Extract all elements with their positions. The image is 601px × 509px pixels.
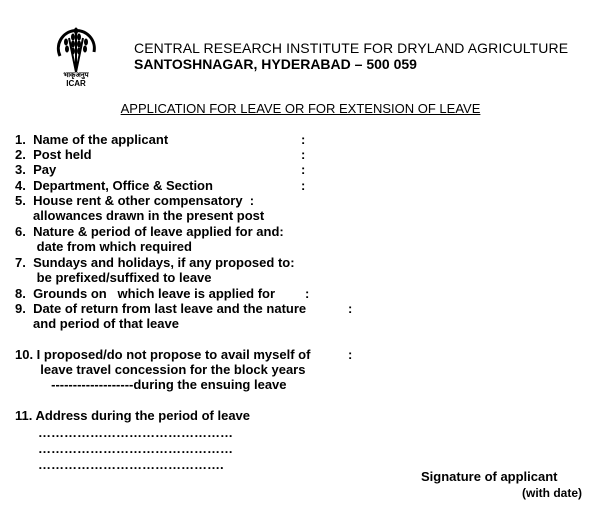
item-name-of-applicant (15, 132, 168, 147)
item-colon: : (301, 132, 306, 147)
item-label: leave travel concession for the block years (15, 362, 306, 377)
item-label: 7. Sundays and holidays, if any proposed to: (15, 255, 295, 270)
item-label: be prefixed/suffixed to leave (15, 270, 212, 285)
item-label: and period of that leave (15, 316, 179, 331)
item-leave-travel (15, 347, 310, 392)
item-colon: : (305, 286, 310, 301)
item-house-rent (15, 193, 264, 223)
icar-logo (50, 22, 102, 88)
organization-name: CENTRAL RESEARCH INSTITUTE FOR DRYLAND AGRICULTURE (134, 40, 569, 56)
address-line-2: ……………………………………… (38, 441, 233, 456)
item-label: 2. Post held (15, 147, 92, 162)
item-address (15, 408, 250, 423)
item-colon: : (301, 147, 306, 162)
logo-text: ICAR (66, 79, 86, 88)
item-colon: : (301, 162, 306, 177)
item-label: 3. Pay (15, 162, 57, 177)
item-department (15, 178, 213, 193)
item-label: 11. Address during the period of leave (15, 408, 251, 423)
form-title (0, 101, 601, 116)
item-colon: : (301, 178, 306, 193)
address-line-1: ……………………………………… (38, 425, 233, 440)
wheat-logo-icon (50, 22, 102, 88)
item-label: 8. Grounds on which leave is applied for (15, 286, 276, 301)
item-label: -------------------during the ensuing leave (15, 377, 287, 392)
signature-label: Signature of applicant (421, 469, 558, 484)
item-pay (15, 162, 56, 177)
item-label: date from which required (15, 239, 192, 254)
item-label: 4. Department, Office & Section (15, 178, 213, 193)
item-label: allowances drawn in the present post (15, 208, 265, 223)
item-label: 1. Name of the applicant (15, 132, 169, 147)
item-post-held (15, 147, 92, 162)
logo-hindi-text: भाकृअनुप (63, 71, 89, 79)
item-sundays-holidays (15, 255, 295, 285)
item-colon: : (348, 301, 353, 316)
item-nature-of-leave (15, 224, 284, 254)
signature-note: (with date) (522, 486, 582, 500)
item-date-of-return (15, 301, 306, 331)
item-label: 9. Date of return from last leave and the nature (15, 301, 307, 316)
address-line-3: ……………………………………. (38, 457, 224, 472)
organization-address: SANTOSHNAGAR, HYDERABAD – 500 059 (134, 56, 417, 72)
item-colon: : (348, 347, 353, 362)
item-label: 6. Nature & period of leave applied for and: (15, 224, 284, 239)
form-title-text: APPLICATION FOR LEAVE OR FOR EXTENSION OF LEAVE (120, 101, 481, 116)
item-label: 5. House rent & other compensatory : (15, 193, 255, 208)
item-grounds (15, 286, 275, 301)
item-label: 10. I proposed/do not propose to avail myself of (15, 347, 311, 362)
